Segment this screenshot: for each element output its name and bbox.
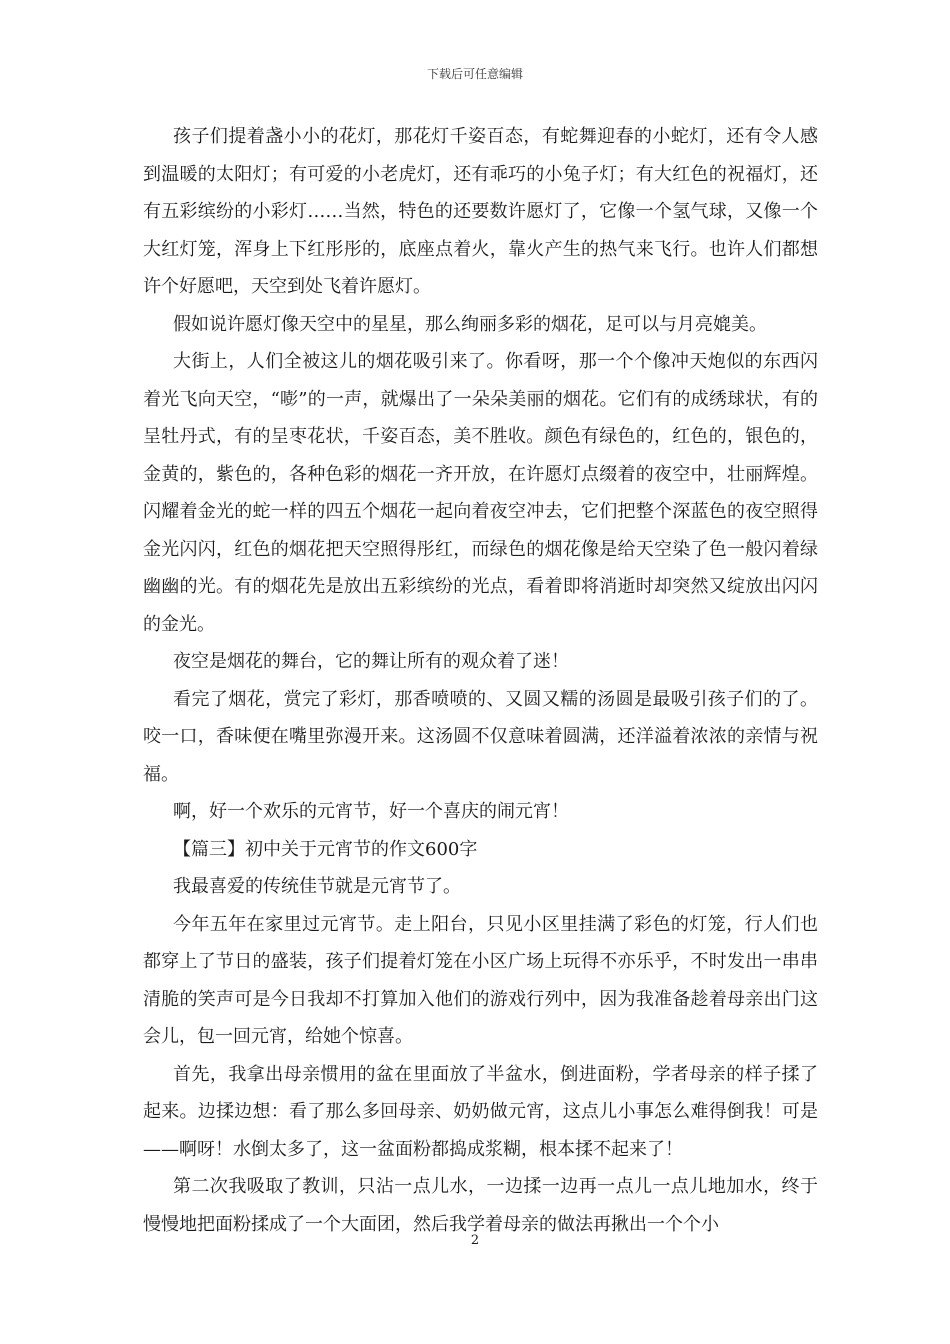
paragraph-festival-exclaim: 啊，好一个欢乐的元宵节，好一个喜庆的闹元宵！ [173,801,569,822]
paragraph-this-year: 今年五年在家里过元宵节。走上阳台，只见小区里挂满了彩色的灯笼，行人们也都穿上了节日的盛装，孩子们提着灯笼在小区广场上玩得不亦乐乎，不时发出一串串清脆的笑声可是今日我却不打算加入他们的游戏行列中，因为我准备趁着母亲出门这会儿，包一回元宵，给她个惊喜。 [143,913,818,1047]
paragraph-second-attempt: 第二次我吸取了教训，只沾一点儿水，一边揉一边再一点儿一点儿地加水，终于慢慢地把面粉揉成了一个大面团，然后我学着母亲的做法再揪出一个个小 [143,1176,818,1235]
section-heading-part-three: 【篇三】初中关于元宵节的作文600字 [173,838,478,860]
paragraph-favorite-festival: 我最喜爱的传统佳节就是元宵节了。 [173,876,461,897]
paragraph-fireworks: 大街上，人们全被这儿的烟花吸引来了。你看呀，那一个个像冲天炮似的东西闪着光飞向天空，“嘭”的一声，就爆出了一朵朵美丽的烟花。它们有的成绣球状，有的呈牡丹式，有的呈枣花状，千姿百态，美不胜收。颜色有绿色的，红色的，银色的，金黄的，紫色的，各种色彩的烟花一齐开放，在许愿灯点缀着的夜空中，壮丽辉煌。闪耀着金光的蛇一样的四五个烟花一起向着夜空冲去，它们把整个深蓝色的夜空照得金光闪闪，红色的烟花把天空照得彤红，而绿色的烟花像是给天空染了色一般闪着绿幽幽的光。有的烟花先是放出五彩缤纷的光点，看着即将消逝时却突然又绽放出闪闪的金光。 [143,351,818,635]
page-number: 2 [470,1233,480,1248]
paragraph-first-attempt: 首先，我拿出母亲惯用的盆在里面放了半盆水，倒进面粉，学者母亲的样子揉了起来。边揉边想：看了那么多回母亲、奶奶做元宵，这点儿小事怎么难得倒我！可是——啊呀！水倒太多了，这一盆面粉都捣成浆糊，根本揉不起来了！ [143,1063,818,1160]
page-header: 下载后可任意编辑 [426,67,523,81]
paragraph-lanterns: 孩子们提着盏小小的花灯，那花灯千姿百态，有蛇舞迎春的小蛇灯，还有令人感到温暖的太阳灯；有可爱的小老虎灯，还有乖巧的小兔子灯；有大红色的祝福灯，还有五彩缤纷的小彩灯……当然，特色的还要数许愿灯了，它像一个氢气球，又像一个大红灯笼，浑身上下红彤彤的，底座点着火，靠火产生的热气来飞行。也许人们都想许个好愿吧，天空到处飞着许愿灯。 [143,126,818,297]
paragraph-wish-lantern-stars: 假如说许愿灯像天空中的星星，那么绚丽多彩的烟花，足可以与月亮媲美。 [173,313,767,335]
document-body [143,118,818,1243]
paragraph-tangyuan: 看完了烟花，赏完了彩灯，那香喷喷的、又圆又糯的汤圆是最吸引孩子们的了。咬一口，香味便在嘴里弥漫开来。这汤圆不仅意味着圆满，还洋溢着浓浓的亲情与祝福。 [143,688,818,785]
paragraph-night-stage: 夜空是烟花的舞台，它的舞让所有的观众着了迷！ [173,651,569,672]
